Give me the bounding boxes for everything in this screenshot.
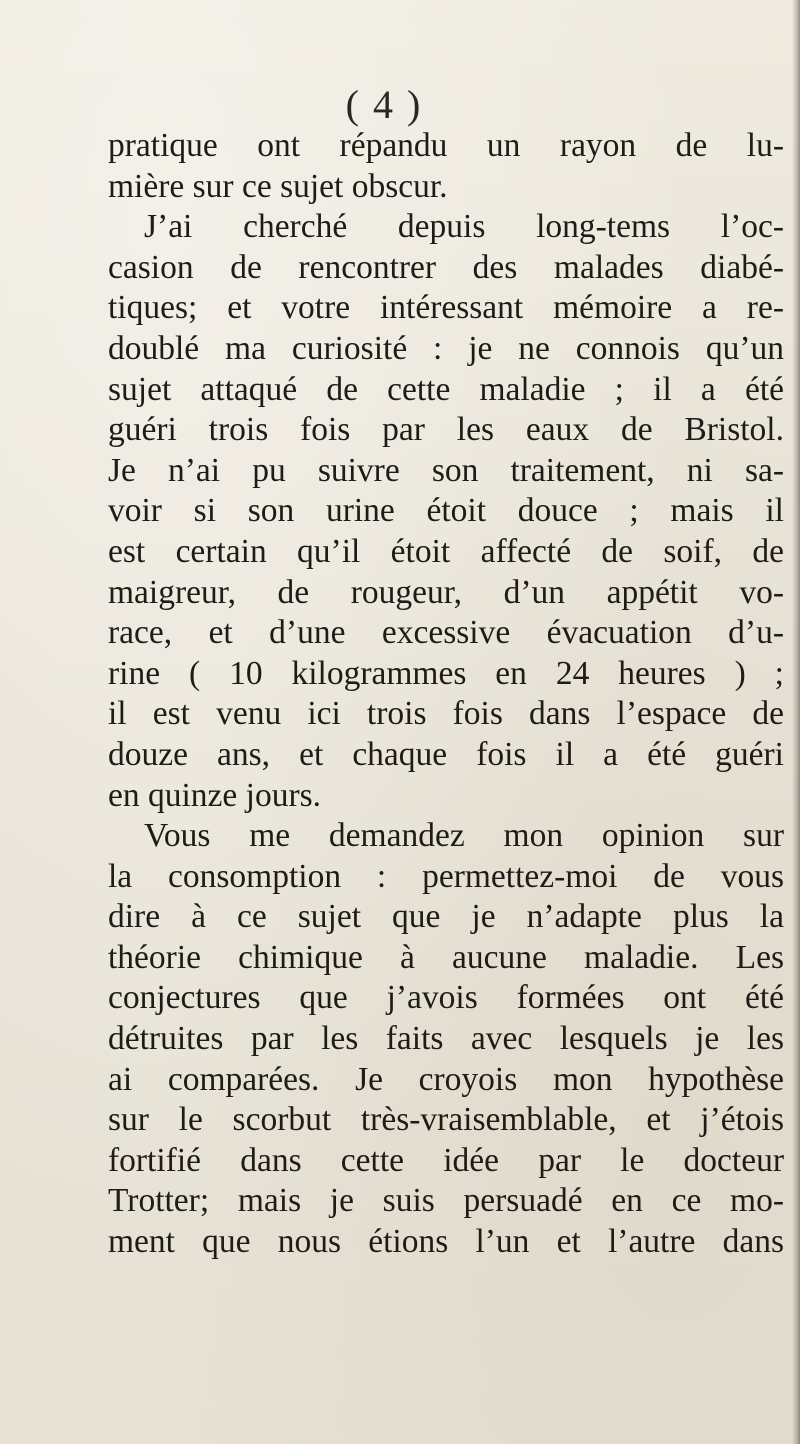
page-number: ( 4 ) bbox=[345, 82, 423, 127]
text-line: conjectures que j’avois formées ont été bbox=[108, 979, 784, 1017]
text-line: maigreur, de rougeur, d’un appétit vo- bbox=[108, 573, 784, 611]
text-line: fortifié dans cette idée par le docteur bbox=[108, 1141, 784, 1179]
text-line: théorie chimique à aucune maladie. Les bbox=[108, 938, 784, 976]
text-line: détruites par les faits avec lesquels je les bbox=[108, 1020, 784, 1058]
text-line: casion de rencontrer des malades diabé- bbox=[108, 248, 784, 286]
text-line: douze ans, et chaque fois il a été guéri bbox=[108, 735, 784, 773]
text-line: pratique ont répandu un rayon de lu- bbox=[108, 127, 784, 164]
text-line: en quinze jours. bbox=[108, 776, 322, 814]
text-line: Trotter; mais je suis persuadé en ce mo- bbox=[108, 1182, 784, 1220]
text-line: Je n’ai pu suivre son traitement, ni sa- bbox=[108, 451, 784, 489]
page-edge-shadow bbox=[792, 0, 800, 1444]
body-text bbox=[108, 126, 784, 1263]
text-line: il est venu ici trois fois dans l’espace de bbox=[108, 695, 784, 733]
text-line: race, et d’une excessive évacuation d’u- bbox=[108, 614, 784, 652]
text-line: Vous me demandez mon opinion sur bbox=[144, 817, 784, 855]
text-line: la consomption : permettez-moi de vous bbox=[108, 857, 784, 895]
text-line: sur le scorbut très-vraisemblable, et j’étois bbox=[108, 1101, 784, 1139]
text-line: mière sur ce sujet obscur. bbox=[108, 167, 448, 205]
text-line: est certain qu’il étoit affecté de soif, de bbox=[108, 532, 784, 570]
text-line: doublé ma curiosité : je ne connois qu’un bbox=[108, 329, 784, 367]
text-line: guéri trois fois par les eaux de Bristol. bbox=[108, 411, 784, 449]
text-line: dire à ce sujet que je n’adapte plus la bbox=[108, 898, 784, 936]
text-line: ai comparées. Je croyois mon hypothèse bbox=[108, 1060, 784, 1098]
text-line: rine ( 10 kilogrammes en 24 heures ) ; bbox=[108, 654, 784, 692]
text-line: ment que nous étions l’un et l’autre dans bbox=[108, 1223, 784, 1261]
text-line: voir si son urine étoit douce ; mais il bbox=[108, 492, 784, 530]
text-line: sujet attaqué de cette maladie ; il a été bbox=[108, 370, 784, 408]
text-line: J’ai cherché depuis long-tems l’oc- bbox=[144, 208, 784, 246]
text-line: tiques; et votre intéressant mémoire a re- bbox=[108, 289, 784, 327]
